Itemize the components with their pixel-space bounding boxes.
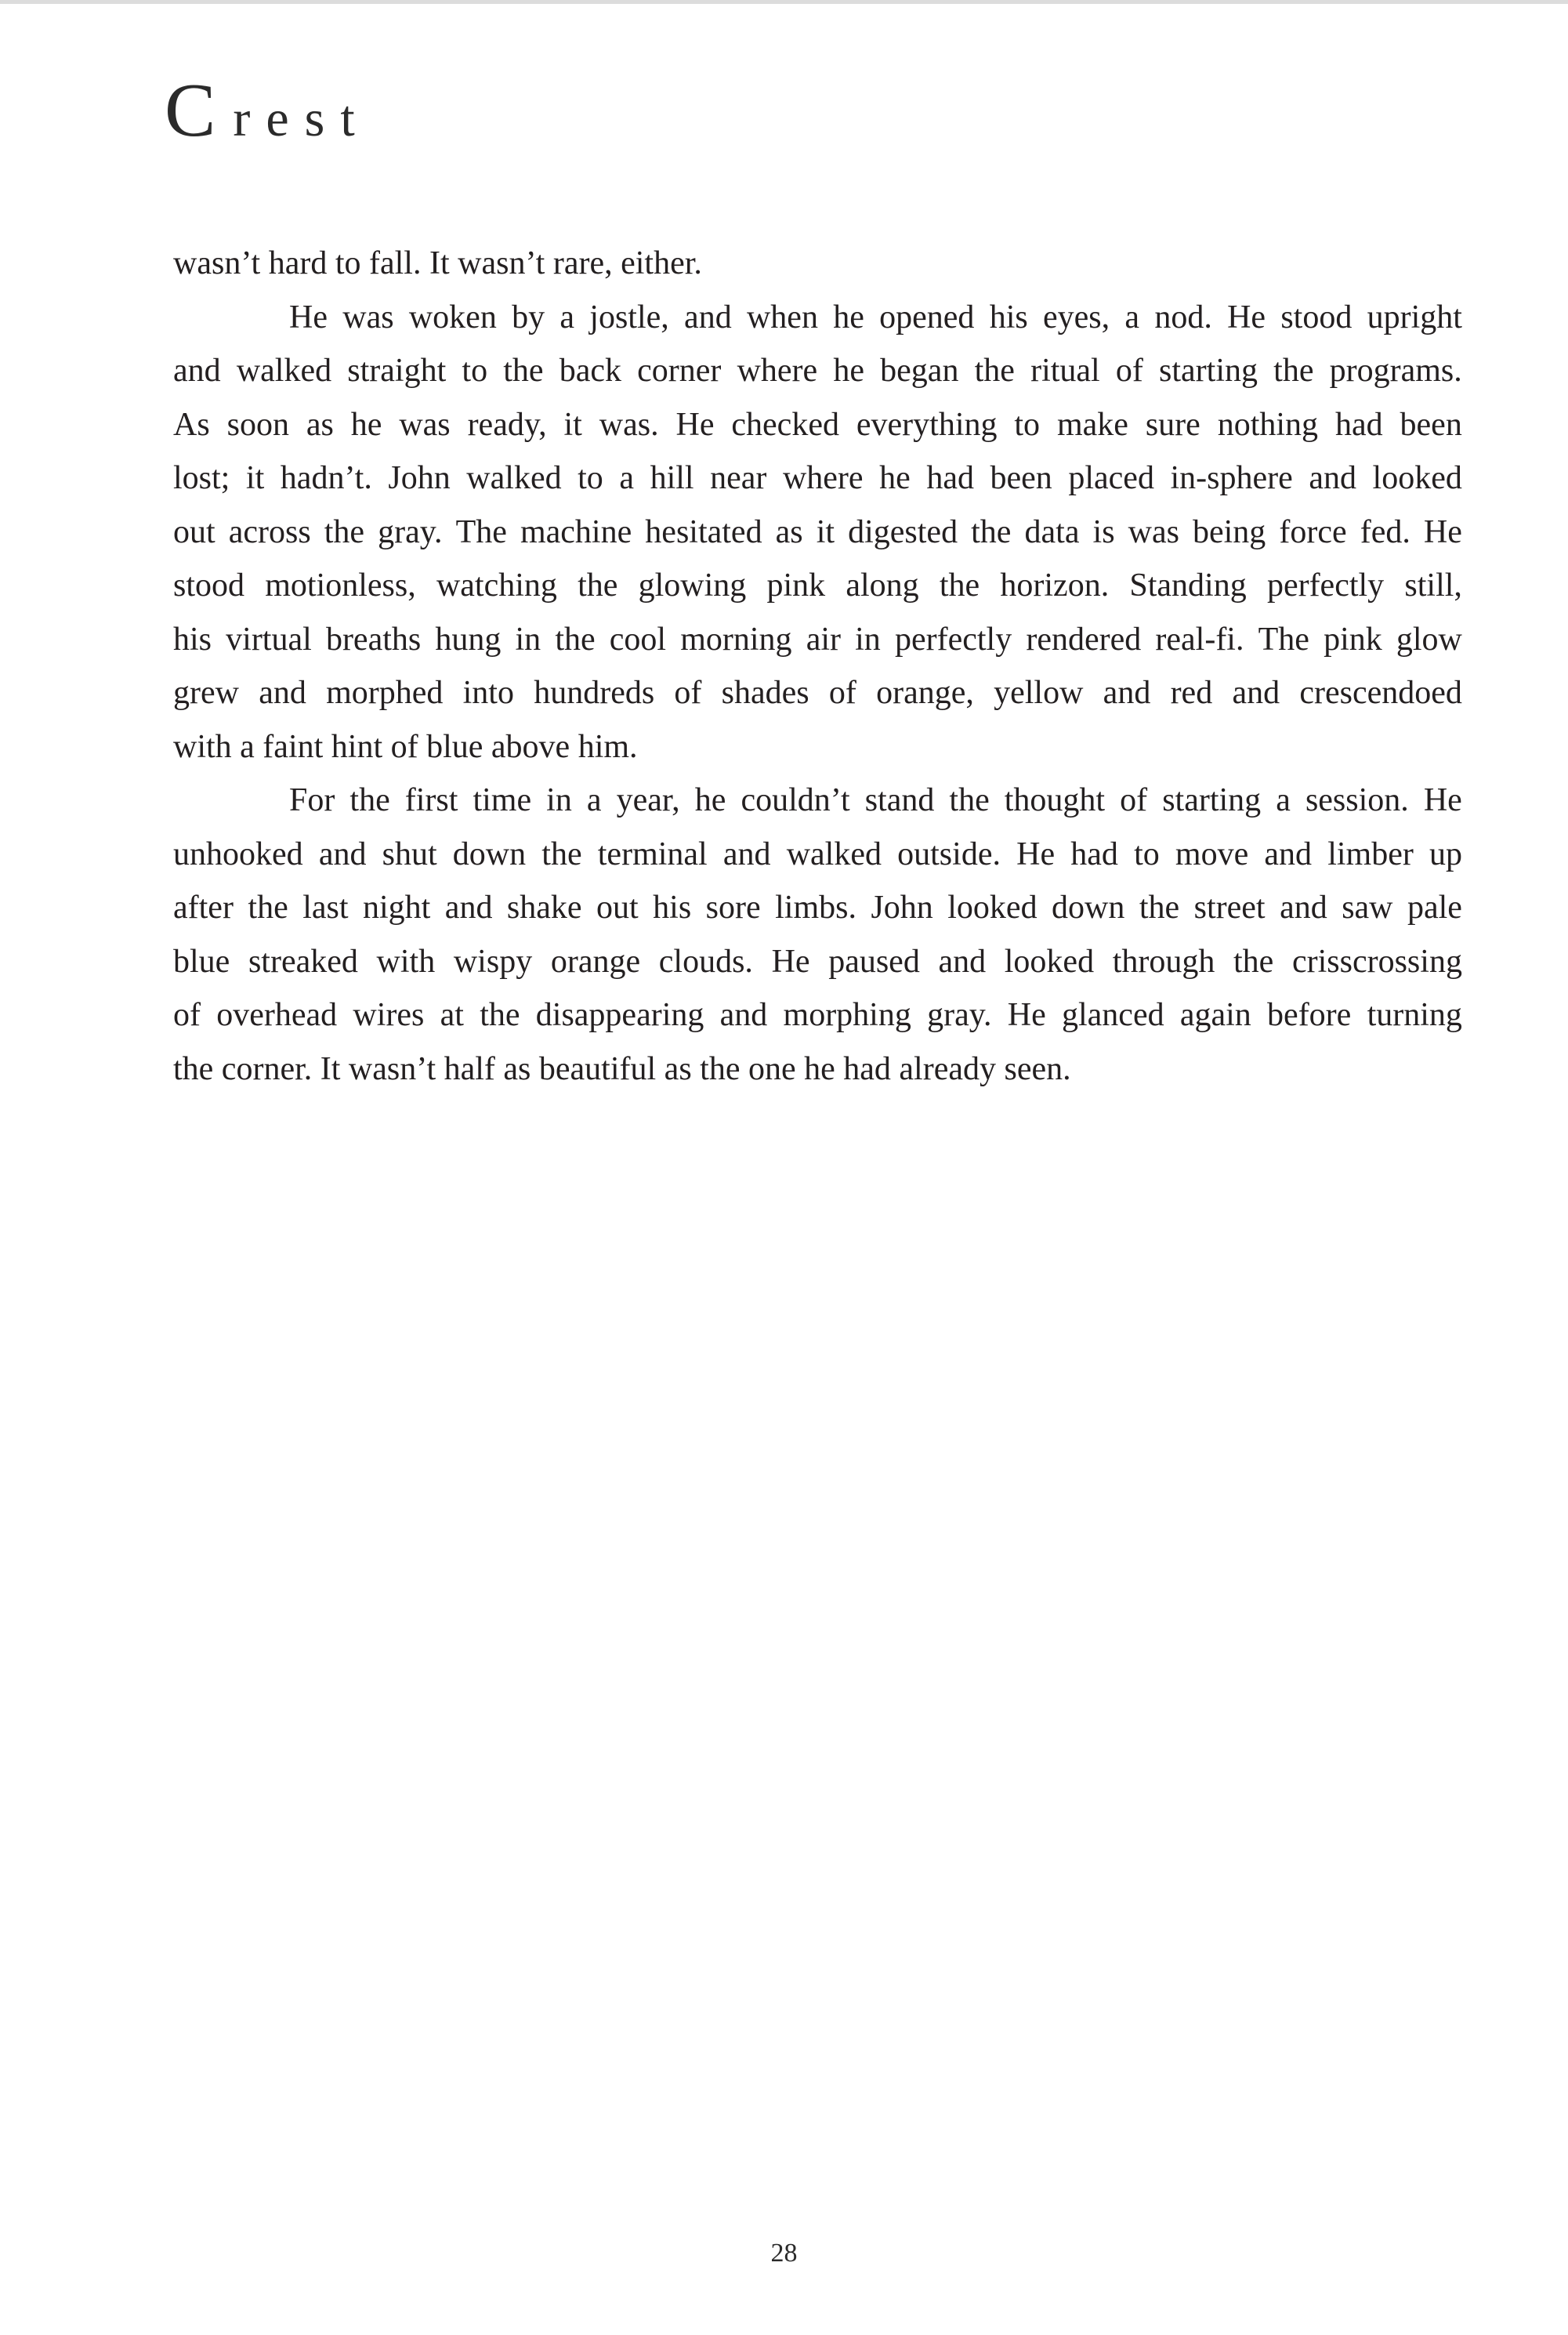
- text-line: out across the gray. The machine hesitated as it digested the data is was being force fed. He: [173, 513, 1462, 550]
- text-line: blue streaked with wispy orange clouds. He paused and looked through the crisscrossing: [173, 943, 1462, 980]
- running-header: [165, 68, 371, 153]
- text-line: wasn’t hard to fall. It wasn’t rare, either.: [173, 245, 702, 281]
- text-line: his virtual breaths hung in the cool morning air in perfectly rendered real-fi. The pink glow: [173, 621, 1462, 658]
- text-line: For the first time in a year, he couldn’t stand the thought of starting a session. He: [289, 782, 1462, 818]
- text-line: the corner. It wasn’t half as beautiful as the one he had already seen.: [173, 1050, 1071, 1087]
- running-header-initial: C: [165, 68, 234, 153]
- text-line: and walked straight to the back corner where he began the ritual of starting the programs.: [173, 353, 1462, 389]
- text-line: with a faint hint of blue above him.: [173, 728, 638, 765]
- text-line: He was woken by a jostle, and when he opened his eyes, a nod. He stood upright: [289, 299, 1462, 335]
- text-line: lost; it hadn’t. John walked to a hill near where he had been placed in-sphere and looked: [173, 460, 1462, 496]
- body-text: [173, 237, 1462, 1096]
- page-top-edge: [0, 0, 1568, 4]
- text-line: grew and morphed into hundreds of shades of orange, yellow and red and crescendoed: [173, 675, 1462, 711]
- text-line: after the last night and shake out his sore limbs. John looked down the street and saw pale: [173, 890, 1462, 926]
- running-header-rest: rest: [233, 90, 371, 147]
- text-line: of overhead wires at the disappearing and morphing gray. He glanced again before turning: [173, 997, 1462, 1033]
- text-line: unhooked and shut down the terminal and walked outside. He had to move and limber up: [173, 836, 1462, 872]
- text-line: stood motionless, watching the glowing pink along the horizon. Standing perfectly still,: [173, 567, 1462, 604]
- text-line: As soon as he was ready, it was. He checked everything to make sure nothing had been: [173, 406, 1462, 443]
- page-number: 28: [770, 2239, 798, 2268]
